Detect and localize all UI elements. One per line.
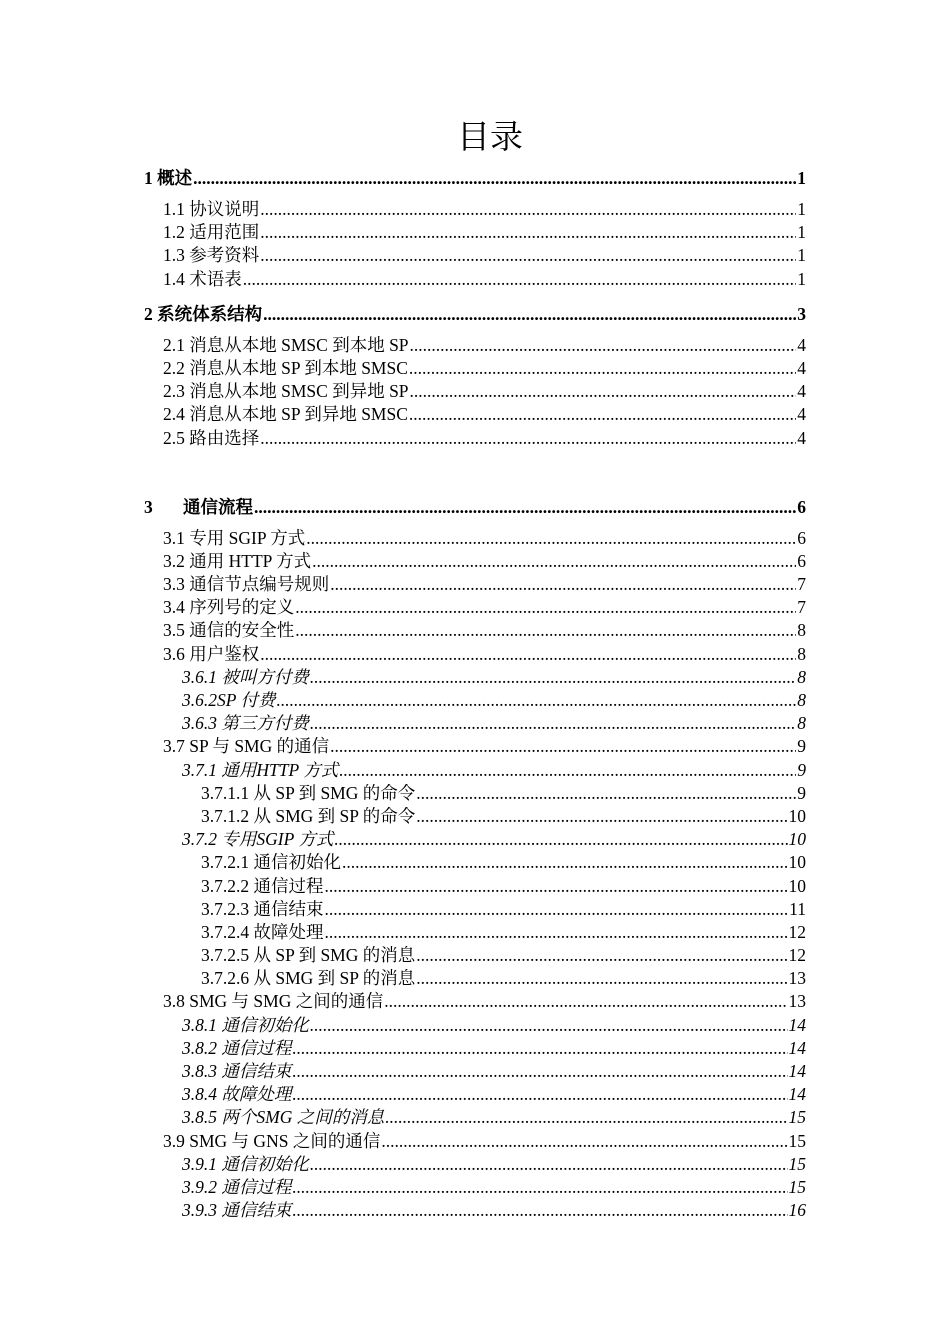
toc-entry[interactable] bbox=[144, 334, 806, 357]
toc-entry-page-number: 4 bbox=[797, 404, 806, 425]
toc-entry-number: 3.7.1 bbox=[182, 759, 217, 780]
toc-entry-text: SP 与 SMG 的通信 bbox=[189, 736, 330, 757]
toc-entry[interactable] bbox=[144, 990, 806, 1013]
toc-entry-text: 被叫方付费 bbox=[221, 666, 309, 687]
toc-entry[interactable] bbox=[144, 898, 806, 921]
dot-leader bbox=[310, 1153, 788, 1176]
toc-entry-text: 序列号的定义 bbox=[189, 597, 295, 618]
toc-entry[interactable] bbox=[144, 527, 806, 550]
dot-leader bbox=[330, 573, 796, 596]
toc-entry[interactable] bbox=[144, 165, 806, 191]
toc-entry[interactable] bbox=[144, 1060, 806, 1083]
toc-entry-text: 从 SP 到 SMG 的命令 bbox=[253, 782, 416, 803]
toc-entry-text: 参考资料 bbox=[189, 245, 260, 266]
toc-entry-label bbox=[163, 221, 259, 244]
toc-entry-text: 从 SMG 到 SP 的消息 bbox=[253, 968, 416, 989]
toc-entry-label bbox=[182, 1106, 384, 1129]
toc-entry-page-number: 11 bbox=[789, 898, 806, 919]
toc-entry-text: 通信结束 bbox=[253, 898, 324, 919]
toc-entry-number: 3.7.2.1 bbox=[201, 852, 250, 873]
dot-leader bbox=[416, 805, 787, 828]
toc-entry-page-number: 14 bbox=[788, 1061, 806, 1081]
toc-entry-page-number: 8 bbox=[797, 666, 806, 687]
toc-entry-text: 通信结束 bbox=[221, 1200, 292, 1221]
toc-entry-number: 2.3 bbox=[163, 381, 185, 402]
toc-entry-page-number: 8 bbox=[797, 690, 806, 710]
toc-entry-page-number: 16 bbox=[788, 1200, 806, 1221]
dot-leader bbox=[193, 165, 796, 191]
toc-entry-label bbox=[182, 1176, 291, 1199]
toc-entry-number: 2.1 bbox=[163, 334, 185, 355]
toc-entry-label bbox=[163, 198, 259, 221]
dot-leader bbox=[310, 712, 796, 735]
toc-entry-text: 第三方付费 bbox=[221, 713, 309, 734]
page-title: 目录 bbox=[457, 117, 523, 156]
dot-leader bbox=[277, 689, 797, 712]
toc-entry-page-number: 14 bbox=[788, 1084, 806, 1105]
toc-entry[interactable] bbox=[144, 403, 806, 426]
toc-entry-text: 通信初始化 bbox=[221, 1153, 309, 1174]
toc-entry-label bbox=[163, 643, 259, 666]
toc-entry[interactable] bbox=[144, 828, 806, 851]
toc-entry-number: 3.8.4 bbox=[182, 1084, 217, 1105]
toc-entry[interactable] bbox=[144, 301, 806, 327]
toc-entry-number: 3.7.2.4 bbox=[201, 921, 250, 942]
toc-entry-text: 专用SGIP 方式 bbox=[221, 829, 334, 850]
toc-entry-number: 3.8.1 bbox=[182, 1014, 217, 1035]
toc-entry-number: 1.1 bbox=[163, 199, 185, 219]
toc-entry-text: 从 SMG 到 SP 的命令 bbox=[253, 805, 416, 826]
toc-entry-page-number: 8 bbox=[797, 713, 806, 734]
toc-entry-text: SMG 与 GNS 之间的通信 bbox=[189, 1130, 381, 1151]
toc-entry-text: 通信流程 bbox=[183, 496, 253, 517]
dot-leader bbox=[260, 198, 796, 221]
toc-entry-page-number: 15 bbox=[788, 1176, 806, 1197]
toc-entry-text: 通用 HTTP 方式 bbox=[189, 550, 312, 571]
toc-entry-number: 3.5 bbox=[163, 620, 185, 641]
toc-entry-text: 用户鉴权 bbox=[189, 643, 260, 664]
toc-entry-page-number: 6 bbox=[797, 496, 806, 517]
toc-entry[interactable] bbox=[144, 944, 806, 967]
toc-entry-page-number: 14 bbox=[788, 1037, 806, 1058]
toc-entry-label bbox=[182, 712, 309, 735]
dot-leader bbox=[263, 301, 796, 327]
toc-entry-page-number: 6 bbox=[797, 527, 806, 548]
toc-entry-number: 3.9 bbox=[163, 1130, 185, 1151]
dot-leader bbox=[295, 596, 796, 619]
toc-entry[interactable] bbox=[144, 596, 806, 619]
toc-entry-label bbox=[182, 1014, 309, 1037]
toc-entry-text: 通信结束 bbox=[221, 1061, 292, 1081]
toc-entry[interactable] bbox=[144, 494, 806, 520]
toc-entry-label bbox=[163, 380, 409, 403]
toc-entry-text: 通信过程 bbox=[253, 875, 324, 896]
toc-entry-text: 系统体系结构 bbox=[157, 303, 263, 324]
dot-leader bbox=[260, 221, 796, 244]
dot-leader bbox=[416, 944, 787, 967]
toc-entry[interactable] bbox=[144, 573, 806, 596]
toc-entry-text: 消息从本地 SP 到异地 SMSC bbox=[189, 404, 408, 425]
toc-entry[interactable] bbox=[144, 735, 806, 758]
toc-entry-label bbox=[144, 165, 192, 191]
toc-entry-text: 通信初始化 bbox=[221, 1014, 309, 1035]
toc-entry[interactable] bbox=[144, 967, 806, 990]
toc-entry-page-number: 10 bbox=[788, 852, 806, 873]
toc-entry-number: 2.2 bbox=[163, 357, 185, 378]
toc-entry-number: 3.7.1.2 bbox=[201, 805, 250, 826]
toc-entry-text: 通信过程 bbox=[221, 1037, 292, 1058]
dot-leader bbox=[260, 427, 796, 450]
toc-entry-number: 1.2 bbox=[163, 222, 185, 243]
dot-leader bbox=[292, 1199, 787, 1222]
toc-entry-text: 概述 bbox=[157, 168, 193, 188]
dot-leader bbox=[292, 1083, 787, 1106]
toc-entry-number: 2.4 bbox=[163, 404, 185, 425]
toc-entry-number: 3.6.3 bbox=[182, 713, 217, 734]
toc-entry-text: 消息从本地 SMSC 到异地 SP bbox=[189, 381, 409, 402]
dot-leader bbox=[310, 1014, 788, 1037]
dot-leader bbox=[342, 851, 788, 874]
toc-entry[interactable] bbox=[144, 268, 806, 291]
toc-entry[interactable] bbox=[144, 380, 806, 403]
toc-entry[interactable] bbox=[144, 550, 806, 573]
dot-leader bbox=[416, 967, 787, 990]
toc-entry-label bbox=[163, 990, 383, 1013]
toc-entry[interactable] bbox=[144, 875, 806, 898]
toc-entry-label bbox=[201, 875, 324, 898]
toc-entry-page-number: 7 bbox=[797, 574, 806, 595]
toc-entry-text: 故障处理 bbox=[253, 921, 324, 942]
toc-entry-page-number: 4 bbox=[797, 381, 806, 402]
dot-leader bbox=[312, 550, 796, 573]
toc-entry-page-number: 1 bbox=[797, 245, 806, 266]
toc-entry-number: 3.6 bbox=[163, 643, 185, 664]
toc-entry[interactable] bbox=[144, 689, 806, 712]
toc-entry-text: 消息从本地 SMSC 到本地 SP bbox=[189, 334, 409, 355]
toc-entry-label bbox=[182, 1083, 291, 1106]
dot-leader bbox=[260, 244, 796, 267]
toc-entry[interactable] bbox=[144, 1130, 806, 1153]
toc-entry-number: 3.7.2.3 bbox=[201, 898, 250, 919]
toc-entry-label bbox=[163, 268, 242, 291]
dot-leader bbox=[330, 735, 796, 758]
toc-entry[interactable] bbox=[144, 1037, 806, 1060]
toc-entry-number: 3.7.1.1 bbox=[201, 782, 250, 803]
toc-entry[interactable] bbox=[144, 1176, 806, 1199]
toc-entry-number: 3.7 bbox=[163, 736, 185, 757]
toc-entry-page-number: 13 bbox=[788, 968, 806, 989]
toc-entry-label bbox=[163, 550, 311, 573]
dot-leader bbox=[254, 494, 796, 520]
toc-entry[interactable] bbox=[144, 712, 806, 735]
toc-entry[interactable] bbox=[144, 619, 806, 642]
toc-entry-page-number: 9 bbox=[797, 782, 806, 803]
toc-entry-page-number: 14 bbox=[788, 1014, 806, 1035]
toc-entry[interactable] bbox=[144, 1083, 806, 1106]
toc-entry-label bbox=[182, 1060, 291, 1083]
toc-entry-page-number: 4 bbox=[797, 427, 806, 448]
dot-leader bbox=[325, 898, 789, 921]
toc-entry[interactable] bbox=[144, 1153, 806, 1176]
toc-entry-page-number: 13 bbox=[788, 991, 806, 1012]
toc-entry-text: 故障处理 bbox=[221, 1084, 292, 1105]
toc-entry-label bbox=[163, 1130, 380, 1153]
toc-entry-label bbox=[201, 851, 341, 874]
toc-entry-label bbox=[182, 828, 333, 851]
dot-leader bbox=[292, 1060, 787, 1083]
toc-entry-label bbox=[182, 1153, 309, 1176]
toc-entry-page-number: 1 bbox=[797, 199, 806, 219]
toc-entry-page-number: 15 bbox=[788, 1107, 806, 1128]
toc-entry-number: 3 bbox=[144, 496, 153, 517]
toc-entry[interactable] bbox=[144, 1014, 806, 1037]
toc-entry[interactable] bbox=[144, 1199, 806, 1222]
toc-entry-number: 1.3 bbox=[163, 245, 185, 266]
dot-leader bbox=[243, 268, 797, 291]
toc-entry-text: 通用HTTP 方式 bbox=[221, 759, 339, 780]
dot-leader bbox=[339, 759, 796, 782]
toc-entry-text: 通信的安全性 bbox=[189, 620, 295, 641]
toc-entry-number: 3.9.3 bbox=[182, 1200, 217, 1221]
toc-entry-label bbox=[201, 944, 415, 967]
toc-entry-number: 3.6.1 bbox=[182, 666, 217, 687]
toc-entry[interactable] bbox=[144, 805, 806, 828]
toc-entry-number: 1.4 bbox=[163, 268, 185, 289]
toc-entry-page-number: 15 bbox=[788, 1153, 806, 1174]
toc-entry-label bbox=[163, 244, 259, 267]
toc-entry-number: 3.1 bbox=[163, 527, 185, 548]
toc-entry-page-number: 10 bbox=[788, 829, 806, 850]
toc-entry[interactable] bbox=[144, 1106, 806, 1129]
toc-entry-label bbox=[163, 596, 294, 619]
dot-leader bbox=[295, 619, 796, 642]
toc-entry[interactable] bbox=[144, 643, 806, 666]
toc-entry-text: 从 SP 到 SMG 的消息 bbox=[253, 945, 416, 966]
toc-entry-label bbox=[182, 689, 276, 712]
toc-entry-number: 3.9.1 bbox=[182, 1153, 217, 1174]
toc-entry[interactable] bbox=[144, 221, 806, 244]
toc-entry-number: 3.7.2 bbox=[182, 829, 217, 850]
toc-entry-page-number: 9 bbox=[797, 759, 806, 780]
toc-entry-number: 3.2 bbox=[163, 550, 185, 571]
toc-entry-number: 3.8.3 bbox=[182, 1061, 217, 1081]
toc-entry[interactable] bbox=[144, 244, 806, 267]
dot-leader bbox=[292, 1176, 787, 1199]
dot-leader bbox=[325, 921, 788, 944]
toc-entry-label bbox=[201, 921, 324, 944]
toc-entry-label bbox=[182, 1037, 291, 1060]
toc-entry-page-number: 10 bbox=[788, 805, 806, 826]
toc-entry-text: 消息从本地 SP 到本地 SMSC bbox=[189, 357, 408, 378]
toc-entry-page-number: 7 bbox=[797, 597, 806, 618]
toc-entry-number: 3.7.2.5 bbox=[201, 945, 250, 966]
toc-entry-text: 专用 SGIP 方式 bbox=[189, 527, 306, 548]
toc-entry-text: SMG 与 SMG 之间的通信 bbox=[189, 991, 384, 1012]
dot-leader bbox=[384, 990, 787, 1013]
toc-entry-page-number: 4 bbox=[797, 357, 806, 378]
toc-entry-text: 协议说明 bbox=[189, 199, 260, 219]
toc-entry-label bbox=[201, 967, 415, 990]
toc-entry-label bbox=[163, 527, 305, 550]
toc-entry-label bbox=[163, 427, 259, 450]
toc-entry-number: 3.9.2 bbox=[182, 1176, 217, 1197]
toc-entry-page-number: 9 bbox=[797, 736, 806, 757]
toc-entry-page-number: 12 bbox=[788, 921, 806, 942]
toc-entry[interactable] bbox=[144, 782, 806, 805]
dot-leader bbox=[410, 380, 797, 403]
toc-entry-number: 1 bbox=[144, 168, 153, 188]
dot-leader bbox=[381, 1130, 787, 1153]
toc-entry-page-number: 15 bbox=[788, 1130, 806, 1151]
toc-entry-label bbox=[163, 403, 408, 426]
toc-entry[interactable] bbox=[144, 198, 806, 221]
toc-entry-label bbox=[163, 357, 408, 380]
dot-leader bbox=[409, 403, 796, 426]
toc-entry-text: 通信过程 bbox=[221, 1176, 292, 1197]
toc-entry-page-number: 1 bbox=[797, 168, 806, 188]
toc-entry-page-number: 3 bbox=[797, 303, 806, 324]
toc-entry-number: 3.8.2 bbox=[182, 1037, 217, 1058]
toc-entry-number: 3.7.2.2 bbox=[201, 875, 250, 896]
dot-leader bbox=[410, 334, 797, 357]
toc-entry-number: 3.8 bbox=[163, 991, 185, 1012]
toc-entry-number: 3.7.2.6 bbox=[201, 968, 250, 989]
toc-entry-label bbox=[182, 666, 309, 689]
dot-leader bbox=[416, 782, 796, 805]
toc-entry-page-number: 4 bbox=[797, 334, 806, 355]
toc-entry-label bbox=[144, 301, 262, 327]
dot-leader bbox=[409, 357, 796, 380]
toc-entry[interactable] bbox=[144, 357, 806, 380]
toc-entry-number: 3.8.5 bbox=[182, 1107, 217, 1128]
toc-entry[interactable] bbox=[144, 851, 806, 874]
toc-entry[interactable] bbox=[144, 666, 806, 689]
toc-entry-page-number: 1 bbox=[797, 268, 806, 289]
toc-entry-label bbox=[201, 898, 324, 921]
table-of-contents bbox=[144, 165, 806, 1222]
toc-entry-text: 术语表 bbox=[189, 268, 242, 289]
toc-entry-page-number: 12 bbox=[788, 945, 806, 966]
toc-entry-page-number: 8 bbox=[797, 620, 806, 641]
toc-entry-label bbox=[201, 782, 415, 805]
dot-leader bbox=[292, 1037, 787, 1060]
toc-entry-number: 3.4 bbox=[163, 597, 185, 618]
toc-entry-text: 通信初始化 bbox=[253, 852, 341, 873]
toc-entry-page-number: 6 bbox=[797, 550, 806, 571]
toc-entry-number: 2 bbox=[144, 303, 153, 324]
toc-entry-text: 两个SMG 之间的消息 bbox=[221, 1107, 385, 1128]
toc-entry-label bbox=[182, 1199, 291, 1222]
toc-entry-label bbox=[163, 619, 294, 642]
dot-leader bbox=[325, 875, 788, 898]
toc-entry-label bbox=[163, 573, 329, 596]
toc-entry-number: 2.5 bbox=[163, 427, 185, 448]
toc-entry-label bbox=[201, 805, 415, 828]
toc-entry[interactable] bbox=[144, 759, 806, 782]
toc-entry-number: 3.3 bbox=[163, 574, 185, 595]
dot-leader bbox=[306, 527, 796, 550]
dot-leader bbox=[334, 828, 787, 851]
toc-entry-label bbox=[163, 735, 329, 758]
dot-leader bbox=[260, 643, 796, 666]
toc-entry-number: 3.6.2SP bbox=[182, 690, 237, 710]
toc-entry-page-number: 8 bbox=[797, 643, 806, 664]
toc-entry-text: 适用范围 bbox=[189, 222, 260, 243]
toc-entry-page-number: 1 bbox=[797, 222, 806, 243]
toc-entry-label bbox=[144, 494, 253, 520]
toc-entry-label bbox=[163, 334, 409, 357]
toc-entry[interactable] bbox=[144, 427, 806, 450]
toc-entry-label bbox=[182, 759, 338, 782]
toc-entry[interactable] bbox=[144, 921, 806, 944]
toc-entry-text: 路由选择 bbox=[189, 427, 260, 448]
dot-leader bbox=[385, 1106, 787, 1129]
toc-entry-text: 通信节点编号规则 bbox=[189, 574, 330, 595]
toc-entry-page-number: 10 bbox=[788, 875, 806, 896]
toc-entry-text: 付费 bbox=[240, 690, 276, 710]
dot-leader bbox=[310, 666, 796, 689]
